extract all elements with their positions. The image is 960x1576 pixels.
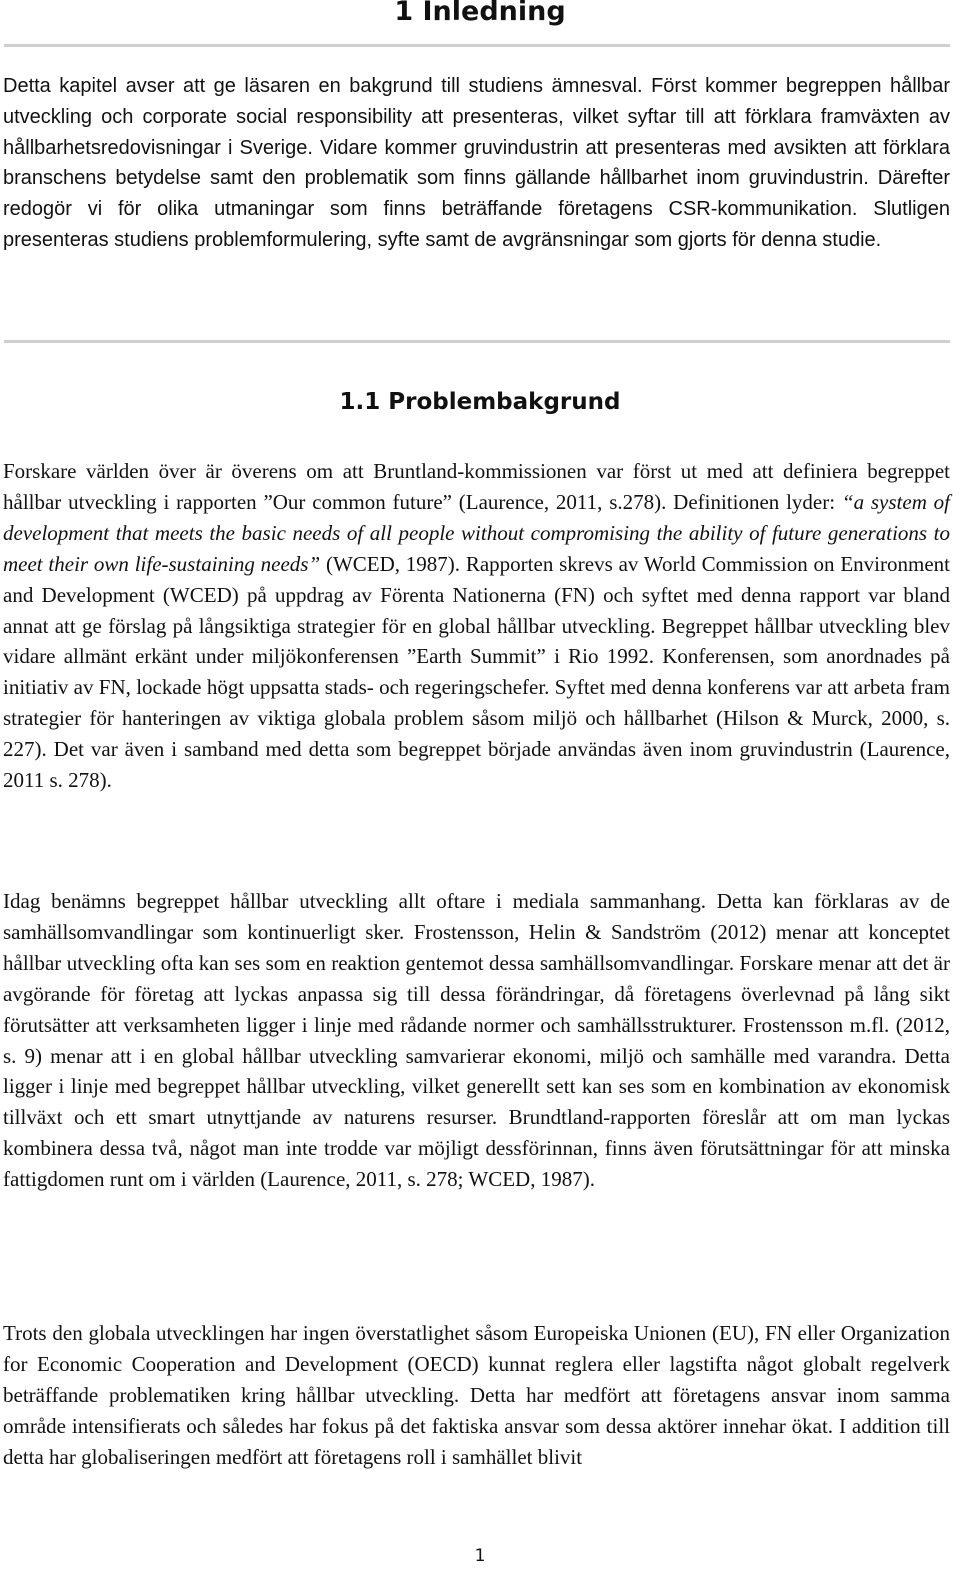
divider-bottom	[4, 340, 950, 343]
body-paragraph-2: Idag benämns begreppet hållbar utveckling allt oftare i mediala sammanhang. Detta kan förklaras av de samhällsomvandlingar som kontinuerligt sker. Frostensson, Helin & Sandström (2012) menar att konceptet hållbar utveckling ofta kan ses som en reaktion gentemot dessa samhällsomvandlingar. Forskare menar att det är avgörande för företag att lyckas anpassa sig till dessa förändringar, då företagens överlevnad på lång sikt förutsätter att verksamheten ligger i linje med rådande normer och samhällsstrukturer. Frostensson m.fl. (2012, s. 9) menar att i en global hållbar utveckling samvarierar ekonomi, miljö och samhälle med varandra. Detta ligger i linje med begreppet hållbar utveckling, vilket generellt sett kan ses som en kombination av ekonomisk tillväxt och ett smart utnyttjande av naturens resurser. Brundtland-rapporten föreslår att om man lyckas kombinera dessa två, något man inte trodde var möjligt dessförinnan, finns även förutsättningar för att minska fattigdomen runt om i världen (Laurence, 2011, s. 278; WCED, 1987).	[3, 889, 950, 1192]
body-paragraph-3: Trots den globala utvecklingen har ingen överstatlighet såsom Europeiska Unionen (EU), FN eller Organization for Economic Cooperation and Development (OECD) kunnat reglera eller lagstifta något globalt regelverk beträffande problematiken kring hållbar utveckling. Detta har medfört att företagens ansvar inom samma område intensifierats och således har fokus på det faktiska ansvar som dessa aktörer innehar ökat. I addition till detta har globaliseringen medfört att företagens roll i samhället blivit	[3, 1321, 950, 1469]
section-heading: 1.1 Problembakgrund	[339, 389, 621, 415]
divider-top	[4, 44, 950, 47]
definition-quote: “a system of development that meets the basic needs of all people without compromising the ability of future generations to meet their own life-sustaining needs”	[3, 489, 950, 576]
body-paragraph-1	[3, 456, 950, 796]
paragraph-text: Forskare världen över är överens om att Bruntland-kommissionen var först ut med att definiera begreppet hållbar utveckling i rapporten ”Our common future” (Laurence, 2011, s.278). Definitionen lyder:	[3, 459, 950, 514]
chapter-heading: 1 Inledning	[394, 0, 566, 27]
paragraph-text: (WCED, 1987). Rapporten skrevs av World Commission on Environment and Development (WCED) på uppdrag av Förenta Nationerna (FN) och syftet med denna rapport var bland annat att ge förslag på långsiktiga strategier för en global hållbar utveckling. Begreppet hållbar utveckling blev vidare allmänt erkänt under miljökonferensen ”Earth Summit” i Rio 1992. Konferensen, som anordnades på initiativ av FN, lockade högt uppsatta stads- och regeringschefer. Syftet med denna konferens var att arbeta fram strategier för hanteringen av viktiga globala problem såsom miljö och hållbarhet (Hilson & Murck, 2000, s. 227). Det var även i samband med detta som begreppet började användas även inom gruvindustrin (Laurence, 2011 s. 278).	[3, 551, 950, 793]
chapter-intro-paragraph: Detta kapitel avser att ge läsaren en bakgrund till studiens ämnesval. Först kommer begreppen hållbar utveckling och corporate social responsibility att presenteras, vilket syftar till att förklara framväxten av hållbarhetsredovisningar i Sverige. Vidare kommer gruvindustrin att presenteras med avsikten att förklara branschens betydelse samt den problematik som finns gällande hållbarhet inom gruvindustrin. Därefter redogör vi för olika utmaningar som finns beträffande företagens CSR-kommunikation. Slutligen presenteras studiens problemformulering, syfte samt de avgränsningar som gjorts för denna studie.	[3, 75, 950, 251]
page-number: 1	[474, 1546, 486, 1566]
